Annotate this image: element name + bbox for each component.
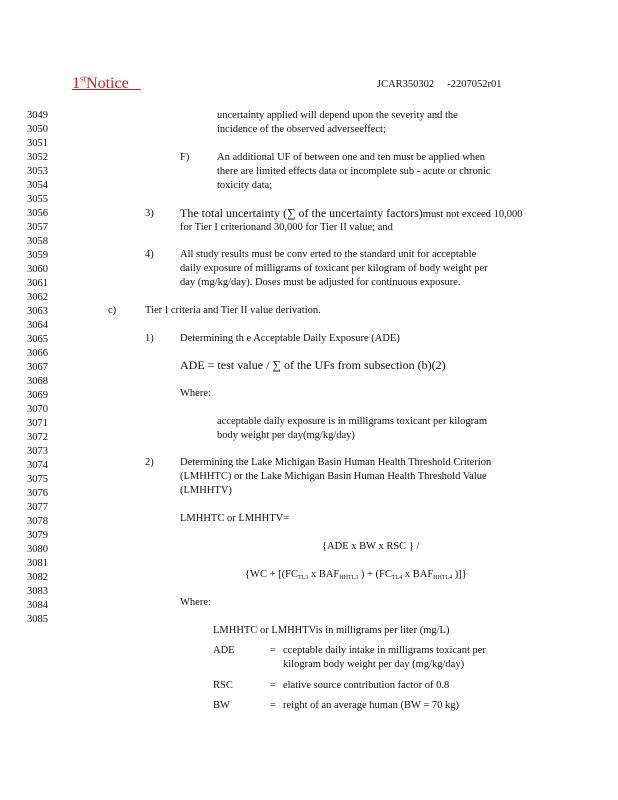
line-number: 3059 [27, 250, 48, 261]
def-rsc-term: RSC [213, 680, 233, 691]
item-c1-label: 1) [145, 333, 154, 344]
line-number: 3061 [27, 278, 48, 289]
item-c2-line-2: (LMHHTC) or the Lake Michigan Basin Human Health Threshold Value [180, 471, 487, 482]
line-number: 3078 [27, 516, 48, 527]
item-c1-text: Determining th e Acceptable Daily Exposure (ADE) [180, 333, 400, 344]
item-c-label: c) [108, 305, 117, 316]
document-id: JCAR350302 -2207052r01 [377, 79, 502, 90]
line-number: 3058 [27, 236, 48, 247]
item-3-line-1 [180, 207, 523, 221]
def-lmhhtc: LMHHTC or LMHHTVis in milligrams per liter (mg/L) [213, 625, 450, 636]
subscript-tl3: TL3 [297, 575, 309, 581]
line-number: 3063 [27, 306, 48, 317]
line-number: 3076 [27, 488, 48, 499]
line-number: 3068 [27, 376, 48, 387]
line-number: 3083 [27, 586, 48, 597]
line-number: 3065 [27, 334, 48, 345]
def-ade-eq: = [270, 645, 276, 656]
item-4-line-3: day (mg/kg/day). Doses must be adjusted for continuous exposure. [180, 277, 461, 288]
item-f-line-2: there are limited effects data or incomplete sub - acute or chronic [217, 166, 491, 177]
def-rsc-eq: = [270, 680, 276, 691]
line-number: 3069 [27, 390, 48, 401]
lmhht-denominator: {$WC + [(FC_{TL3}$ x $BAF_{HHTL3}$ ) + ($FC_{TL4}$ x $BAF_{HHTL4}$ )]} [245, 569, 467, 581]
item-c2-label: 2) [145, 457, 154, 468]
def-bw-term: BW [213, 700, 230, 711]
item-f-line-3: toxicity data; [217, 180, 273, 191]
subscript-hhtl4: HHTL4 [433, 575, 453, 581]
line-number: 3072 [27, 432, 48, 443]
item-c1-where: Where: [180, 388, 211, 399]
item-3-label: 3) [145, 208, 154, 219]
item-4-line-2: daily exposure of milligrams of toxicant per kilogram of body weight per [180, 263, 488, 274]
line-number: 3073 [27, 446, 48, 457]
line-number: 3060 [27, 264, 48, 275]
line-number: 3062 [27, 292, 48, 303]
def-ade-line-1: cceptable daily intake in milligrams toxicant per [283, 645, 486, 656]
item-4-line-1: All study results must be conv erted to the standard unit for acceptable [180, 249, 477, 260]
def-bw-line-1: reight of an average human (BW = 70 kg) [283, 700, 460, 711]
lmhht-lhs: LMHHTC or LMHHTV= [180, 513, 290, 524]
line-number: 3084 [27, 600, 48, 611]
notice-title: 1stNotice [72, 73, 129, 92]
line-number: 3066 [27, 348, 48, 359]
line-number: 3080 [27, 544, 48, 555]
def-rsc-line-1: elative source contribution factor of 0.8 [283, 680, 450, 691]
line-number: 3085 [27, 614, 48, 625]
item-c-text: Tier I criteria and Tier II value derivation. [145, 305, 321, 316]
ade-equation: ADE = test value / ∑ of the UFs from subsection (b)(2) [180, 358, 446, 372]
line-number: 3054 [27, 180, 48, 191]
item-c2-line-3: (LMHHTV) [180, 485, 232, 496]
line-number: 3056 [27, 208, 48, 219]
item-3-line-1-rest: must not exceed 10,000 [422, 209, 523, 220]
line-number: 3071 [27, 418, 48, 429]
item-f-label: F) [180, 152, 190, 163]
line-number: 3050 [27, 124, 48, 135]
item-4-label: 4) [145, 249, 154, 260]
line-number: 3082 [27, 572, 48, 583]
line-number: 3051 [27, 138, 48, 149]
ade-definition-line-2: body weight per day(mg/kg/day) [217, 430, 355, 441]
def-ade-term: ADE [213, 645, 235, 656]
lmhht-numerator: {ADE x BW x RSC } / [322, 541, 420, 552]
def-bw-eq: = [270, 700, 276, 711]
line-number: 3077 [27, 502, 48, 513]
uf-continuation-line-1: uncertainty applied will depend upon the severity and the [217, 110, 458, 121]
line-number: 3064 [27, 320, 48, 331]
subscript-hhtl3: HHTL3 [339, 575, 359, 581]
uf-continuation-line-2: incidence of the observed adverseeffect; [217, 124, 386, 135]
item-f-line-1: An additional UF of between one and ten must be applied when [217, 152, 485, 163]
line-number: 3049 [27, 110, 48, 121]
item-c2-where: Where: [180, 597, 211, 608]
line-number: 3067 [27, 362, 48, 373]
line-number: 3055 [27, 194, 48, 205]
total-uncertainty-heading: The total uncertainty (∑ of the uncertainty factors) [180, 206, 423, 220]
item-c2-line-1: Determining the Lake Michigan Basin Human Health Threshold Criterion [180, 457, 492, 468]
def-ade-line-2: kilogram body weight per day (mg/kg/day) [283, 659, 465, 670]
line-number: 3070 [27, 404, 48, 415]
item-3-line-2: for Tier I criterionand 30,000 for Tier II value; and [180, 222, 393, 233]
line-number: 3074 [27, 460, 48, 471]
line-number: 3052 [27, 152, 48, 163]
subscript-tl4: TL4 [391, 575, 403, 581]
line-number: 3053 [27, 166, 48, 177]
line-number: 3057 [27, 222, 48, 233]
line-number: 3079 [27, 530, 48, 541]
ade-definition-line-1: acceptable daily exposure is in milligrams toxicant per kilogram [217, 416, 488, 427]
line-number: 3075 [27, 474, 48, 485]
line-number: 3081 [27, 558, 48, 569]
